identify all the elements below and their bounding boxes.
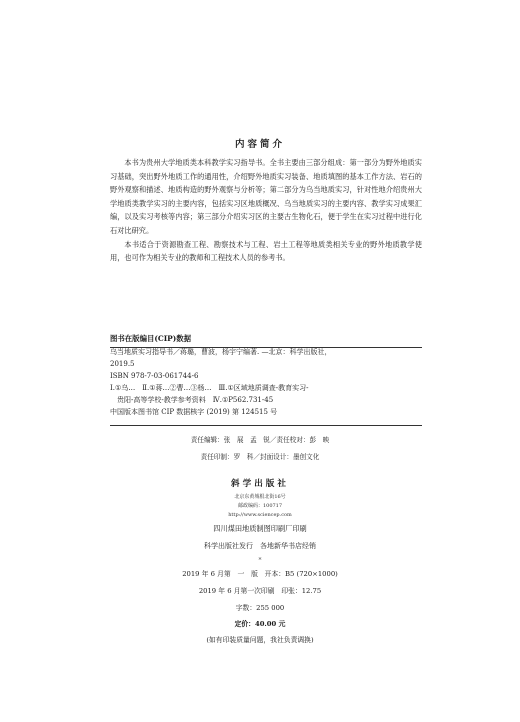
edition-info: 2019 年 6 月第 一 版 开本：B5 (720×1000) [182,570,338,578]
separator-mark: * [258,557,262,564]
cip-line: 中国版本图书馆 CIP 数据核字 (2019) 第 124515 号 [110,407,278,416]
cip-divider [110,425,422,426]
cip-title: 图书在版编目(CIP)数据 [110,333,422,348]
cip-line: 乌当地质实习指导书／蒋璐，曹波，杨宇宁编著. —北京：科学出版社， [110,348,332,356]
cip-line: 贵阳-高等学校-教学参考资料 Ⅳ.①P562.731-45 [117,395,274,404]
printer: 四川煤田地质制图印刷厂印刷 [213,524,307,533]
cip-data-block [110,347,422,418]
summary-paragraph: 本书为贵州大学地质类本科教学实习指导书。全书主要由三部分组成：第一部分为野外地质实习基础，突出野外地质工作的通用性，介绍野外地质实习装备、地质填图的基本工作方法、岩石的野外观察和描述、地质构造的野外观察与分析等；第二部分为乌当地质实习，针对性地介绍贵州大学地质类教学实习的主要内容，包括实习区地质概况、乌当地质实习的主要内容、教学实习成果汇编，以及实习考核等内容；第三部分介绍实习区的主要古生物化石，便于学生在实习过程中进行化石对比研究。 [110,158,422,235]
publisher-postcode: 邮政编码：100717 [237,503,283,509]
price: 定价：40.00 元 [234,620,286,628]
word-count: 字数：255 000 [235,604,285,612]
distributor: 科学出版社发行 各地新华书店经销 [204,542,316,550]
editor-credits: 责任编辑：张 展 孟 锐／责任校对：彭 映 [190,436,330,444]
summary-title: 内容简介 [234,139,285,150]
summary-body [110,156,422,265]
publisher-address: 北京东黄城根北街16号 [234,494,286,500]
quality-notice: (如有印装质量问题，我社负责调换) [206,636,314,644]
cip-line: ISBN 978-7-03-061744-6 [110,371,199,380]
cip-line: Ⅰ.①乌… Ⅱ.①蒋…②曹…③杨… Ⅲ.①区域地质调查-教育实习- [110,383,309,392]
cip-line: 2019.5 [110,359,135,368]
publisher-website: http://www.sciencep.com [228,512,292,518]
impression-info: 2019 年 6 月第一次印刷 印张：12.75 [198,587,322,595]
production-credits: 责任印制：罗 科／封面设计：墨创文化 [200,453,320,461]
publisher-logo: 斜学出版社 [231,479,289,489]
summary-paragraph: 本书适合于资源勘查工程、勘察技术与工程、岩土工程等地质类相关专业的野外地质教学使用，也可作为相关专业的教师和工程技术人员的参考书。 [110,239,422,263]
